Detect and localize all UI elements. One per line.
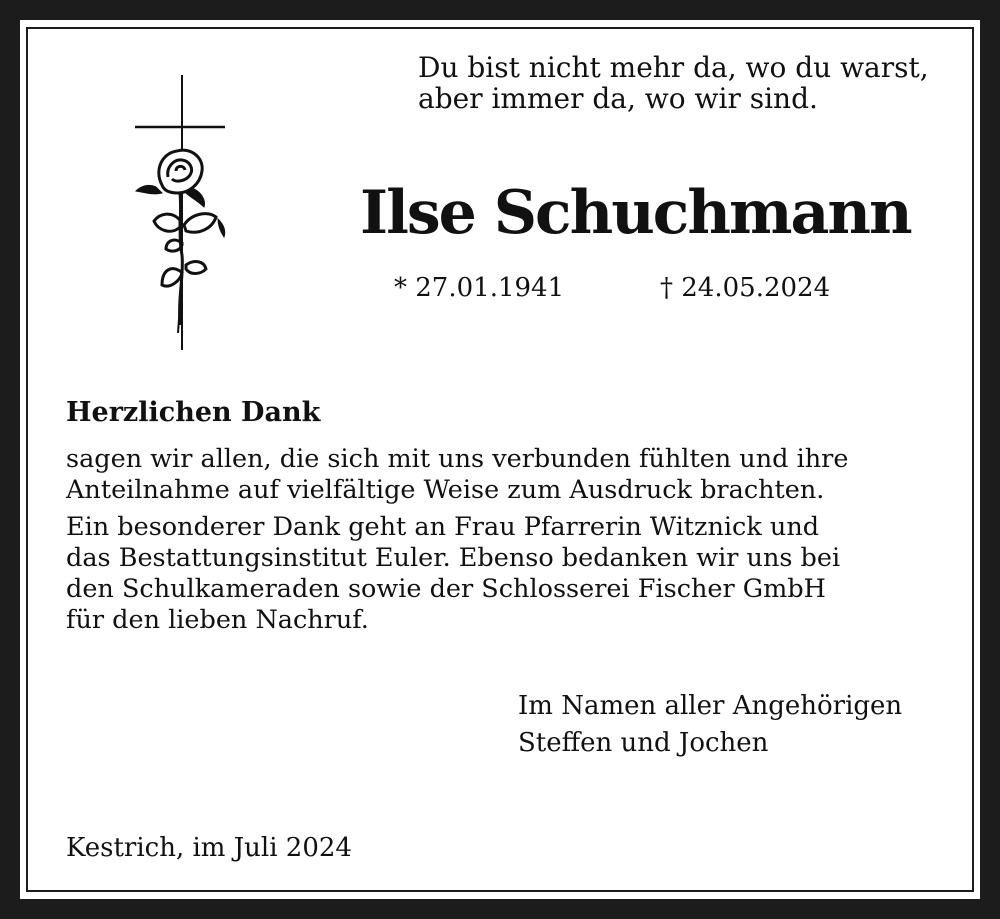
place-and-date: Kestrich, im Juli 2024 xyxy=(66,833,352,863)
signature-block xyxy=(518,688,902,762)
birth-date: * 27.01.1941 xyxy=(394,273,565,303)
thanks-paragraph-2 xyxy=(66,512,934,636)
motto-line-1: Du bist nicht mehr da, wo du warst, xyxy=(418,51,929,84)
death-date: † 24.05.2024 xyxy=(660,273,831,303)
cross-with-rose-icon xyxy=(132,75,232,355)
motto-quote xyxy=(418,52,958,114)
thanks-paragraph-1 xyxy=(66,444,934,506)
thanks-heading: Herzlichen Dank xyxy=(66,397,321,428)
paragraph-line: Ein besonderer Dank geht an Frau Pfarrerin Witznick und xyxy=(66,512,820,542)
motto-line-2: aber immer da, wo wir sind. xyxy=(418,82,818,115)
paragraph-line: für den lieben Nachruf. xyxy=(66,605,369,635)
signature-line-2: Steffen und Jochen xyxy=(518,728,769,758)
paragraph-line: das Bestattungsinstitut Euler. Ebenso bedanken wir uns bei xyxy=(66,543,841,573)
paragraph-line: Anteilnahme auf vielfältige Weise zum Ausdruck brachten. xyxy=(66,475,825,505)
notice-panel xyxy=(20,20,980,899)
paragraph-line: sagen wir allen, die sich mit uns verbunden fühlten und ihre xyxy=(66,444,849,474)
paragraph-line: den Schulkameraden sowie der Schlosserei Fischer GmbH xyxy=(66,574,826,604)
deceased-name: Ilse Schuchmann xyxy=(360,178,911,248)
signature-line-1: Im Namen aller Angehörigen xyxy=(518,691,903,721)
